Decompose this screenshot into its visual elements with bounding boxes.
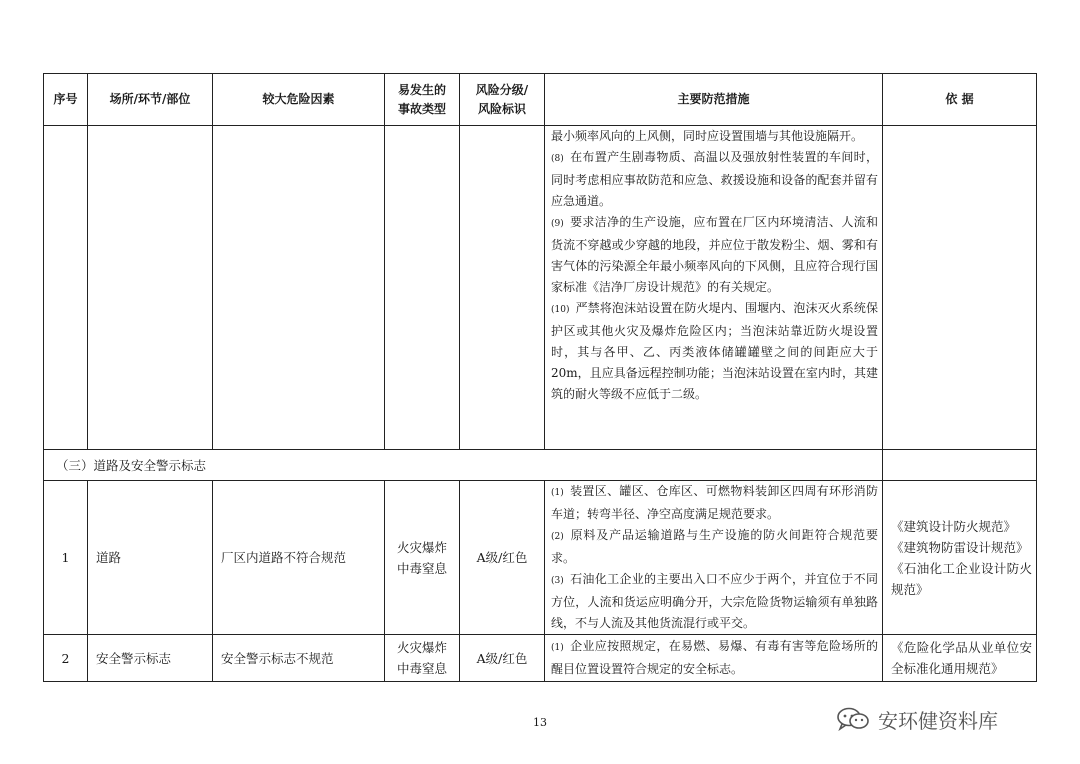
basis-cell	[883, 635, 1037, 682]
col-header-accident-line2: 事故类型	[397, 101, 446, 116]
col-header-hazard: 较大危险因素	[213, 74, 385, 126]
measure-number: (2)	[551, 532, 564, 542]
measure-item	[551, 298, 878, 405]
risk-level-cell: A级/红色	[460, 481, 545, 635]
measure-text: 要求洁净的生产设施，应布置在厂区内环境清洁、人流和货流不穿越或少穿越的地段，并应位于散发粉尘、烟、雾和有害气体的污染源全年最小频率风向的下风侧，且应符合现行国家标准《洁净厂房设计规范》的有关规定。	[551, 215, 878, 294]
measures-cell	[545, 635, 883, 682]
accident-type-cell	[385, 635, 460, 682]
col-header-measures: 主要防范措施	[545, 74, 883, 126]
measures-cell	[545, 126, 883, 450]
place-cell: 安全警示标志	[88, 635, 213, 682]
wechat-icon	[836, 707, 870, 731]
table-row-continued	[44, 126, 1037, 450]
measure-item	[551, 525, 878, 569]
table-row	[44, 635, 1037, 682]
col-header-risk-line1: 风险分级/	[475, 82, 529, 97]
measure-item	[551, 481, 878, 525]
col-header-place: 场所/环节/部位	[88, 74, 213, 126]
accident-type-line: 中毒窒息	[396, 560, 447, 576]
cell-empty	[883, 450, 1037, 481]
watermark	[836, 704, 998, 734]
col-header-risk-line2: 风险标识	[477, 101, 526, 116]
measure-number: (8)	[551, 154, 564, 164]
cell-empty	[88, 126, 213, 450]
cell-empty	[883, 126, 1037, 450]
accident-type-line: 中毒窒息	[396, 661, 447, 676]
basis-item: 《危险化学品从业单位安全标准化通用规范》	[891, 640, 1032, 676]
cell-empty	[460, 126, 545, 450]
measure-number: (3)	[551, 576, 564, 586]
row-number: 1	[44, 481, 88, 635]
measure-number: (9)	[551, 219, 564, 229]
measure-text: 装置区、罐区、仓库区、可燃物料装卸区四周有环形消防车道；转弯半径、净空高度满足规范要求。	[551, 484, 878, 521]
place-cell: 道路	[88, 481, 213, 635]
accident-type-line: 火灾爆炸	[396, 640, 447, 655]
basis-item: 《石油化工企业设计防火规范》	[891, 560, 1032, 597]
risk-level-cell: A级/红色	[460, 635, 545, 682]
basis-item: 《建筑物防雷设计规范》	[891, 539, 1029, 555]
measure-text: 石油化工企业的主要出入口不应少于两个，并宜位于不同方位，人流和货运应明确分开，大宗危险货物运输须有单独路线，不与人流及其他货流混行或平交。	[551, 572, 878, 630]
hazard-cell: 厂区内道路不符合规范	[213, 481, 385, 635]
cell-empty	[213, 126, 385, 450]
measure-number: (10)	[551, 305, 570, 315]
cell-empty	[44, 126, 88, 450]
measure-item	[551, 569, 878, 634]
accident-type-cell	[385, 481, 460, 635]
page-number: 13	[533, 716, 547, 729]
section-row	[44, 450, 1037, 481]
section-title: （三）道路及安全警示标志	[44, 450, 883, 481]
cell-empty	[385, 126, 460, 450]
measure-item	[551, 126, 878, 147]
measure-text: 最小频率风向的上风侧，同时应设置围墙与其他设施隔开。	[551, 129, 864, 143]
col-header-accident	[385, 74, 460, 126]
row-number: 2	[44, 635, 88, 682]
measure-text: 企业应按照规定，在易燃、易爆、有毒有害等危险场所的醒目位置设置符合规定的安全标志。	[551, 639, 878, 676]
measure-text: 原料及产品运输道路与生产设施的防火间距符合规范要求。	[551, 528, 878, 565]
measure-text: 在布置产生剧毒物质、高温以及强放射性装置的车间时，同时考虑相应事故防范和应急、救援设施和设备的配套并留有应急通道。	[551, 150, 878, 208]
hazard-table	[43, 73, 1037, 682]
measure-item	[551, 147, 878, 212]
col-header-basis: 依 据	[883, 74, 1037, 126]
table-row	[44, 481, 1037, 635]
hazard-cell: 安全警示标志不规范	[213, 635, 385, 682]
measures-cell	[545, 481, 883, 635]
watermark-text: 安环健资料库	[878, 708, 998, 733]
measure-text: 严禁将泡沫站设置在防火堤内、围堰内、泡沫灭火系统保护区或其他火灾及爆炸危险区内；当泡沫站靠近防火堤设置时，其与各甲、乙、丙类液体储罐罐壁之间的间距应大于 20m，且应具备远程控制功能；当泡沫站设置在室内时，其建筑的耐火等级不应低于二级。	[551, 301, 878, 401]
header-row	[44, 74, 1037, 126]
measure-number: (1)	[551, 643, 564, 653]
basis-item: 《建筑设计防火规范》	[891, 518, 1017, 534]
basis-cell	[883, 481, 1037, 635]
measure-item	[551, 636, 878, 680]
accident-type-line: 火灾爆炸	[396, 539, 447, 555]
measure-number: (1)	[551, 488, 564, 498]
col-header-no: 序号	[44, 74, 88, 126]
measure-item	[551, 212, 878, 298]
col-header-accident-line1: 易发生的	[397, 82, 446, 97]
col-header-risk	[460, 74, 545, 126]
